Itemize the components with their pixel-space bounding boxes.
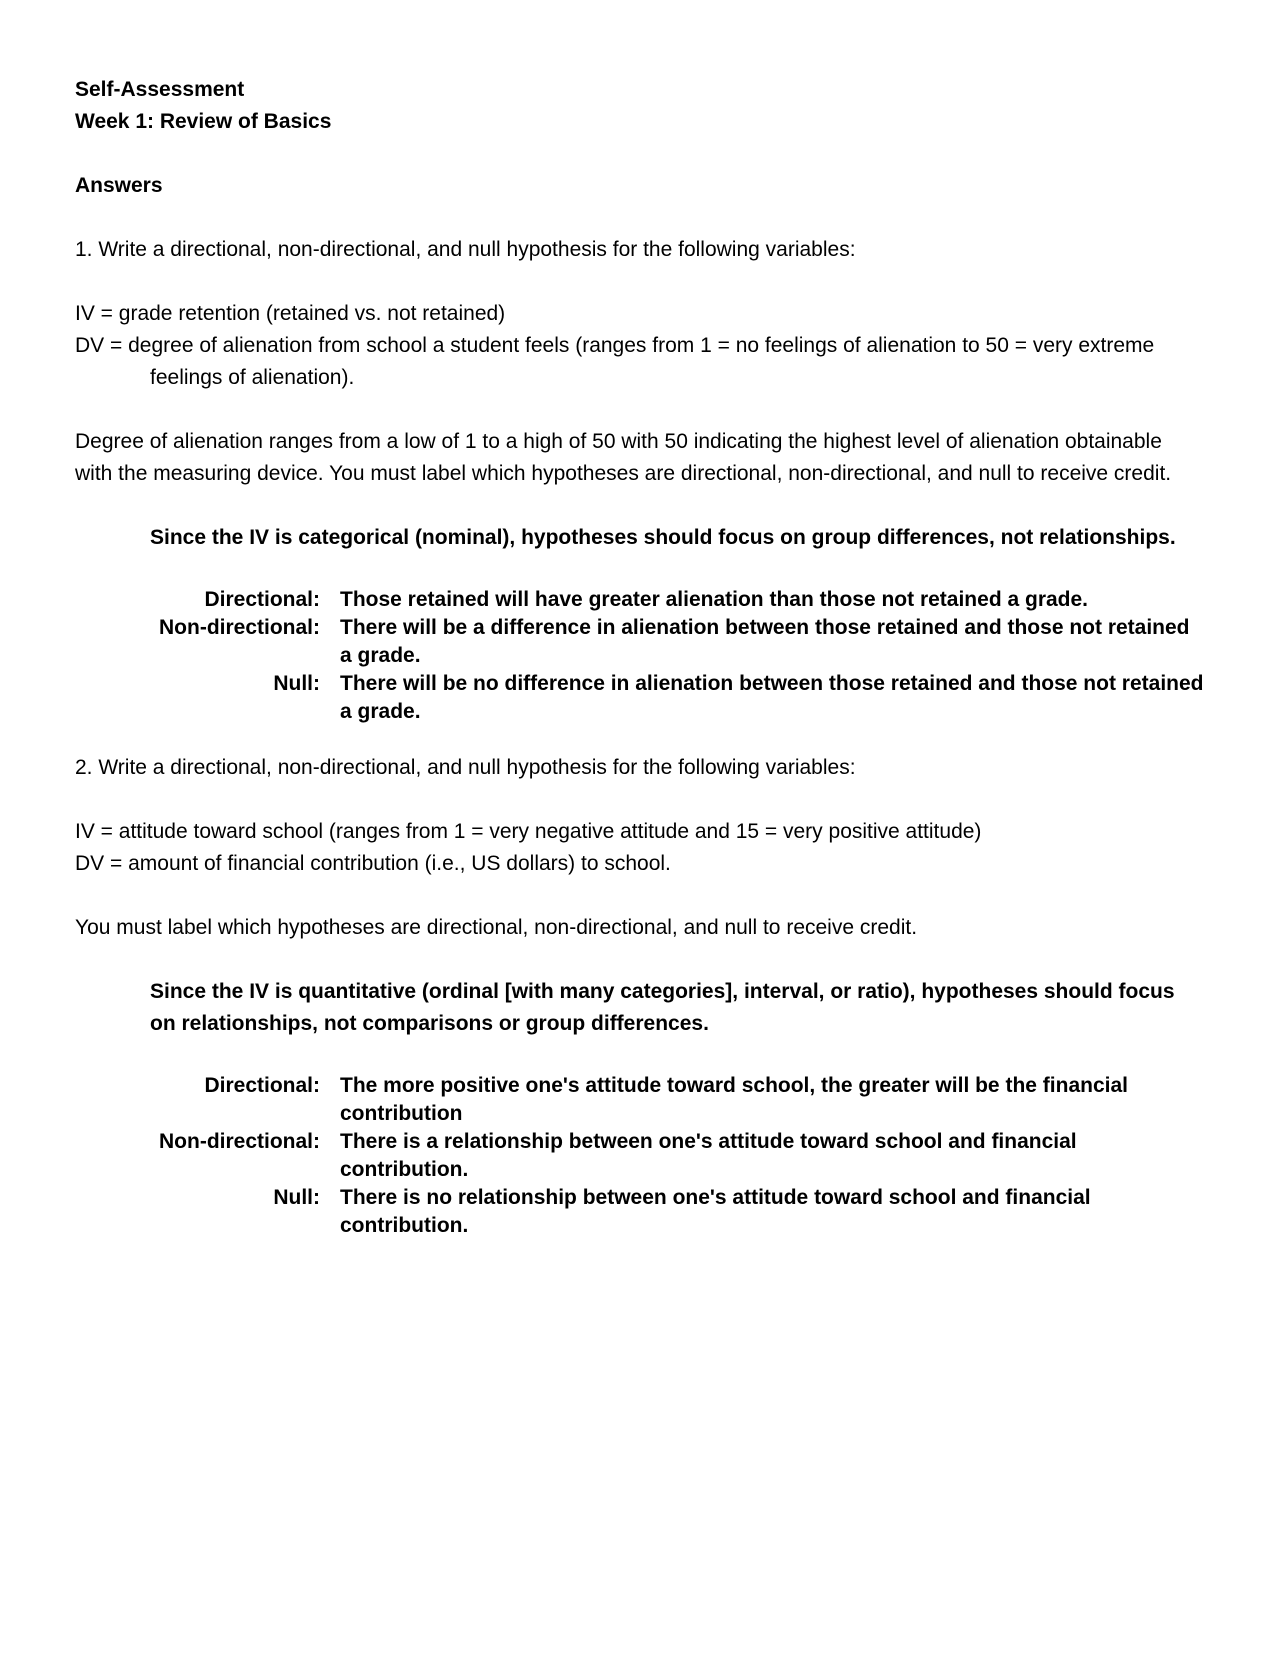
hypothesis-label: Directional: — [204, 1074, 320, 1097]
q2-hypothesis-directional — [150, 1072, 1205, 1128]
q1-iv: IV = grade retention (retained vs. not retained) — [75, 302, 506, 325]
document-content — [75, 74, 1205, 1240]
hypothesis-text: The more positive one's attitude toward school, the greater will be the financial contribution — [340, 1074, 1128, 1125]
q2-hypothesis-non-directional — [150, 1128, 1205, 1184]
hypothesis-text: There is no relationship between one's attitude toward school and financial contribution. — [340, 1186, 1091, 1237]
q2-prompt: 2. Write a directional, non-directional, and null hypothesis for the following variables: — [75, 756, 856, 779]
q2-dv: DV = amount of financial contribution (i.e., US dollars) to school. — [75, 852, 671, 875]
hypothesis-label: Null: — [273, 672, 320, 695]
q2-guidance: Since the IV is quantitative (ordinal [with many categories], interval, or ratio), hypotheses should focus on relationships, not comparisons or group differences. — [150, 980, 1175, 1035]
q2-hypothesis-null — [150, 1184, 1205, 1240]
q1-guidance: Since the IV is categorical (nominal), hypotheses should focus on group differences, not relationships. — [150, 526, 1176, 549]
hypothesis-label: Null: — [273, 1186, 320, 1209]
q2-hypotheses — [150, 1072, 1205, 1240]
hypothesis-text: There will be a difference in alienation between those retained and those not retained a grade. — [340, 616, 1190, 667]
q1-dv: DV = degree of alienation from school a student feels (ranges from 1 = no feelings of alienation to 50 = very extreme feelings of alienation). — [75, 334, 1155, 389]
q2-note: You must label which hypotheses are directional, non-directional, and null to receive credit. — [75, 916, 918, 939]
q1-hypothesis-non-directional — [150, 614, 1205, 670]
q1-note: Degree of alienation ranges from a low of 1 to a high of 50 with 50 indicating the highest level of alienation obtainable with the measuring device. You must label which hypotheses are directional, non-directional, and null to receive credit. — [75, 430, 1172, 485]
hypothesis-text: There is a relationship between one's attitude toward school and financial contribution. — [340, 1130, 1077, 1181]
document-subtitle: Week 1: Review of Basics — [75, 110, 332, 133]
hypothesis-label: Non-directional: — [159, 1130, 320, 1153]
q1-hypothesis-null — [150, 670, 1205, 726]
answers-heading: Answers — [75, 174, 163, 197]
q1-hypotheses — [150, 586, 1205, 726]
hypothesis-label: Non-directional: — [159, 616, 320, 639]
q1-hypothesis-directional — [150, 586, 1205, 614]
q1-prompt: 1. Write a directional, non-directional, and null hypothesis for the following variables: — [75, 238, 856, 261]
hypothesis-text: There will be no difference in alienation between those retained and those not retained a grade. — [340, 672, 1204, 723]
q2-iv: IV = attitude toward school (ranges from 1 = very negative attitude and 15 = very positive attitude) — [75, 820, 982, 843]
document-title: Self-Assessment — [75, 78, 245, 101]
hypothesis-label: Directional: — [204, 588, 320, 611]
hypothesis-text: Those retained will have greater alienation than those not retained a grade. — [340, 588, 1089, 611]
